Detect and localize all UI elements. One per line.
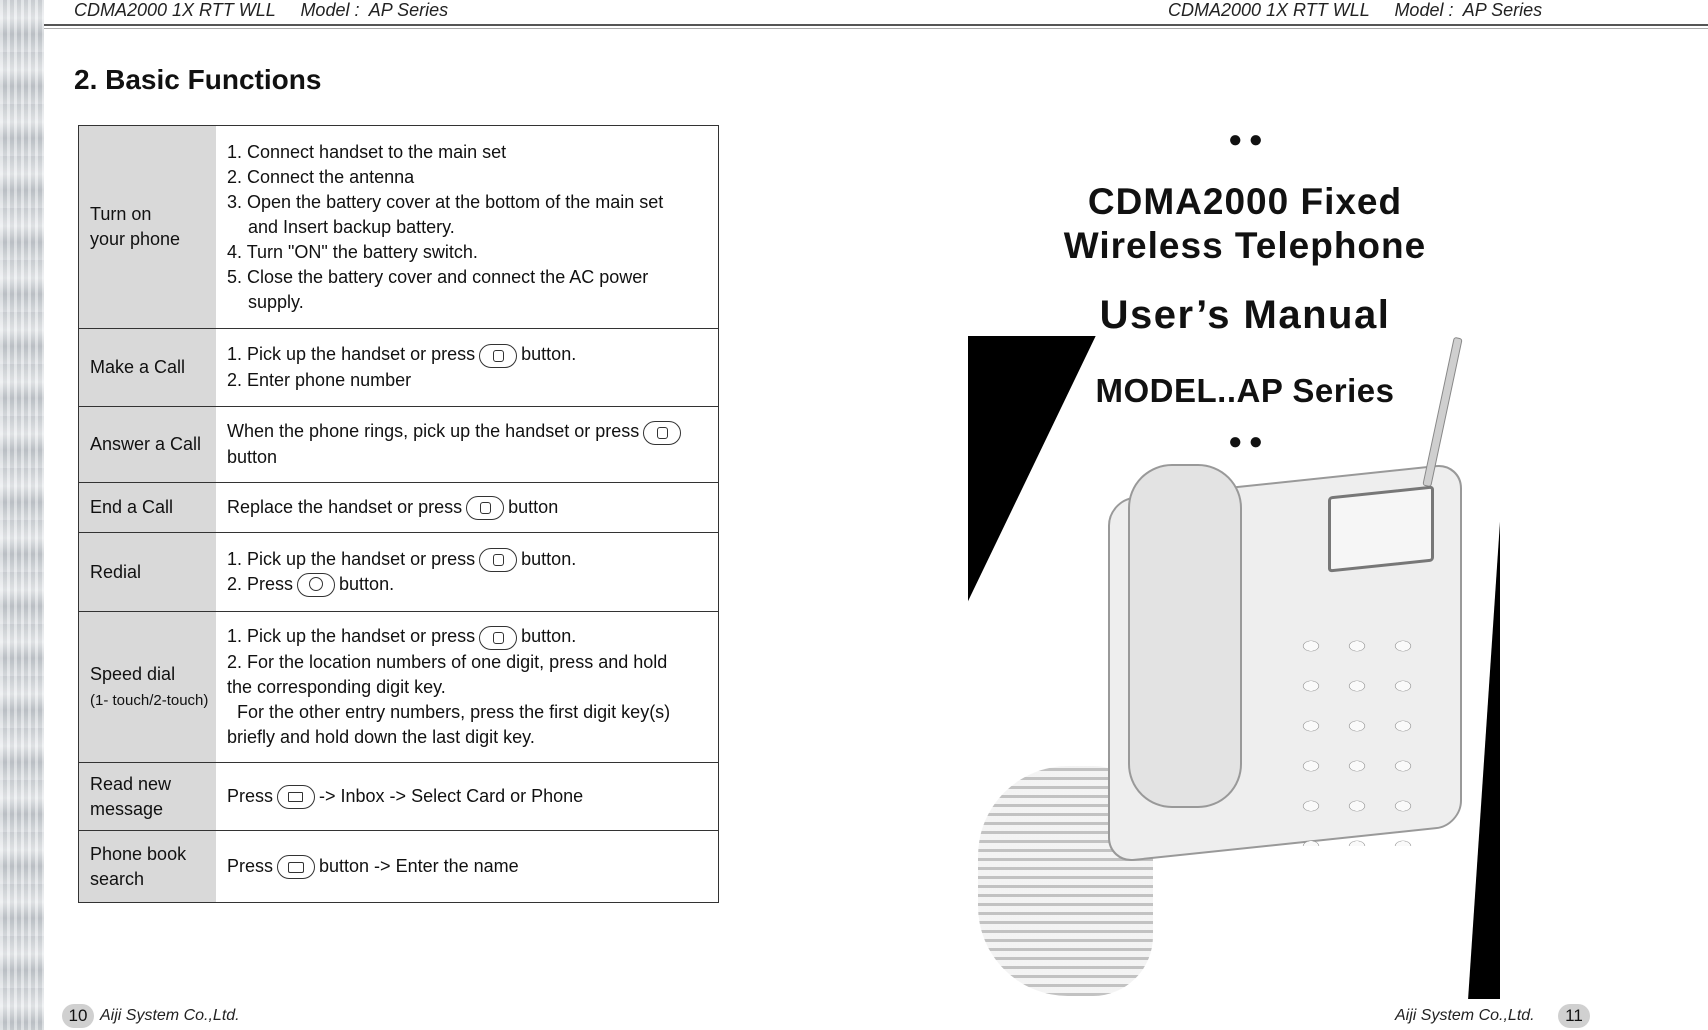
- row-label-line1: Read new: [90, 773, 172, 794]
- cover-title-line1: CDMA2000 Fixed: [1087, 181, 1403, 222]
- redial-key-icon: [297, 573, 335, 597]
- footer-company-left: Aiji System Co.,Ltd.: [100, 1007, 240, 1024]
- table-row: [79, 612, 719, 763]
- instruction-text: Press: [227, 785, 274, 806]
- basic-functions-table: [78, 125, 719, 903]
- instruction-text: briefly and hold down the last digit key.: [227, 726, 535, 747]
- row-label-line1: Turn on: [90, 204, 152, 224]
- header-right: [1168, 0, 1542, 21]
- row-label-line2: (1- touch/2-touch): [90, 691, 209, 709]
- row-description: [216, 763, 719, 831]
- instruction-text: button: [508, 496, 559, 517]
- instruction-text: 2. Press: [227, 574, 294, 594]
- instruction-line: 1. Connect handset to the main set: [227, 141, 507, 162]
- instruction-line: 5. Close the battery cover and connect the AC power: [227, 266, 649, 287]
- instruction-text: 1. Pick up the handset or press: [227, 626, 476, 647]
- header-rule-thin: [44, 28, 1708, 29]
- cover-dots-bottom: ●●: [1228, 428, 1269, 455]
- handset: [1128, 464, 1242, 808]
- row-description: [216, 329, 719, 407]
- footer-company-right: Aiji System Co.,Ltd.: [1395, 1007, 1535, 1024]
- header-left-product: CDMA2000 1X RTT WLL: [74, 0, 276, 20]
- cover-model: MODEL..AP Series: [1095, 372, 1395, 409]
- instruction-line: 3. Open the battery cover at the bottom of the main set: [227, 191, 664, 212]
- instruction-text: button.: [339, 574, 395, 594]
- instruction-text: For the other entry numbers, press the first digit key(s): [237, 701, 671, 722]
- row-label: [79, 126, 217, 329]
- row-label-line2: your phone: [90, 229, 181, 249]
- instruction-text: the corresponding digit key.: [227, 676, 446, 697]
- header-right-product: CDMA2000 1X RTT WLL: [1168, 0, 1370, 20]
- cover-subtitle: User’s Manual: [1099, 293, 1391, 337]
- row-description: [216, 612, 719, 763]
- instruction-text: Replace the handset or press: [227, 496, 463, 517]
- instruction-text: button.: [521, 344, 577, 365]
- instruction-text: When the phone rings, pick up the handset or press: [227, 421, 640, 442]
- phone-display: [1328, 485, 1434, 572]
- instruction-text: button -> Enter the name: [319, 855, 519, 876]
- row-label: Redial: [79, 533, 217, 612]
- header-left: [74, 0, 448, 21]
- speaker-key-icon: [479, 548, 517, 572]
- instruction-text: button.: [521, 626, 577, 647]
- message-key-icon: [277, 785, 315, 809]
- instruction-line: supply.: [248, 291, 304, 312]
- instruction-text: 1. Pick up the handset or press: [227, 344, 476, 365]
- header-rule: [44, 24, 1708, 26]
- instruction-text: -> Inbox -> Select Card or Phone: [319, 785, 584, 806]
- cover-dots-top: ●●: [1228, 126, 1269, 153]
- row-label: Answer a Call: [79, 407, 217, 483]
- phone-keypad: [1288, 626, 1428, 846]
- row-label: End a Call: [79, 483, 217, 533]
- header-right-model: Model : AP Series: [1394, 0, 1543, 20]
- row-label-line1: Speed dial: [90, 663, 176, 684]
- row-description: [216, 831, 719, 903]
- cover-title-line2: Wireless Telephone: [1063, 225, 1427, 266]
- row-label-line2: message: [90, 798, 164, 819]
- phonebook-key-icon: [277, 855, 315, 879]
- instruction-line: and Insert backup battery.: [248, 216, 455, 237]
- instruction-line: 4. Turn "ON" the battery switch.: [227, 241, 478, 262]
- speaker-key-icon: [466, 496, 504, 520]
- page-number-right: 11: [1558, 1004, 1590, 1028]
- instruction-line: 2. Connect the antenna: [227, 166, 415, 187]
- table-row: [79, 126, 719, 329]
- table-row: [79, 329, 719, 407]
- row-label: [79, 612, 217, 763]
- row-label: [79, 763, 217, 831]
- row-label-line2: search: [90, 868, 145, 889]
- instruction-text: 2. Enter phone number: [227, 369, 412, 390]
- row-description: [216, 407, 719, 483]
- instruction-text: button.: [521, 548, 577, 569]
- speaker-key-icon: [643, 421, 681, 445]
- speaker-key-icon: [479, 626, 517, 650]
- section-title: 2. Basic Functions: [74, 64, 322, 95]
- row-description: [216, 126, 719, 329]
- instruction-text: Press: [227, 855, 274, 876]
- row-label: [79, 831, 217, 903]
- table-row: [79, 407, 719, 483]
- row-description: [216, 533, 719, 612]
- row-description: [216, 483, 719, 533]
- decorative-side-strip: [0, 0, 44, 1030]
- table-row: [79, 533, 719, 612]
- row-label-line1: Phone book: [90, 843, 187, 864]
- row-label: Make a Call: [79, 329, 217, 407]
- speaker-key-icon: [479, 344, 517, 368]
- cover-title: [1000, 180, 1490, 268]
- table-row: [79, 763, 719, 831]
- header-left-model: Model : AP Series: [300, 0, 449, 20]
- table-row: [79, 483, 719, 533]
- instruction-text: 2. For the location numbers of one digit, press and hold: [227, 651, 668, 672]
- instruction-text: button: [227, 446, 278, 467]
- page-number-left: 10: [62, 1004, 94, 1028]
- table-row: [79, 831, 719, 903]
- instruction-text: 1. Pick up the handset or press: [227, 548, 476, 569]
